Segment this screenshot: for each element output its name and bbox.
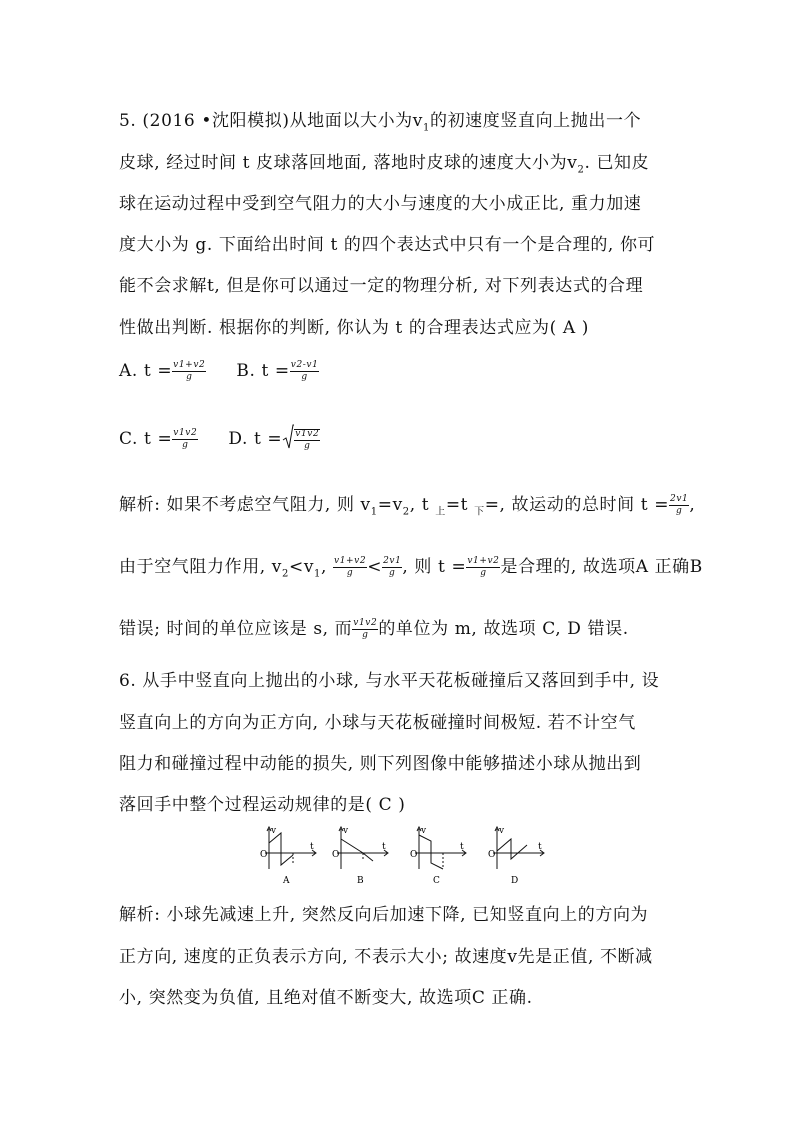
svg-text:t: t — [460, 842, 464, 852]
q6-line-3: 阻力和碰撞过程中动能的损失, 则下列图像中能够描述小球从抛出到 — [119, 754, 642, 774]
q5-line-6: 性做出判断. 根据你的判断, 你认为 t 的合理表达式应为( A ) — [119, 318, 590, 338]
q5-options-cd — [119, 424, 320, 455]
q5-line-2: 皮球, 经过时间 t 皮球落回地面, 落地时皮球的速度大小为$v_2$. 已知皮 — [119, 153, 650, 176]
svg-text:t: t — [538, 842, 542, 852]
svg-text:v: v — [499, 826, 505, 836]
vt-graphs-svg — [255, 825, 555, 895]
svg-text:C: C — [433, 876, 440, 886]
option-c-label: C. t = — [119, 429, 173, 449]
q6-line-4: 落回手中整个过程运动规律的是( C ) — [119, 795, 406, 815]
q6-line-1: 6. 从手中竖直向上抛出的小球, 与水平天花板碰撞后又落回到手中, 设 — [119, 671, 660, 691]
q6-line-2: 竖直向上的方向为正方向, 小球与天花板碰撞时间极短. 若不计空气 — [119, 713, 636, 733]
option-d-fraction: $\frac{v1v2}{g}$ — [295, 428, 320, 451]
q6-analysis-line-3: 小, 突然变为负值, 且绝对值不断变大, 故选项C 正确. — [119, 988, 533, 1008]
svg-text:O: O — [488, 850, 496, 860]
option-d-label: D. t = — [228, 429, 283, 449]
vt-graphs — [255, 825, 555, 895]
option-a-fraction: $\frac{v1+v2}{g}$ — [173, 360, 206, 382]
svg-text:t: t — [382, 842, 386, 852]
sqrt-icon — [282, 424, 294, 455]
graph-c — [410, 826, 466, 886]
svg-text:O: O — [410, 850, 418, 860]
q6-analysis-line-1: 解析: 小球先减速上升, 突然反向后加速下降, 已知竖直向上的方向为 — [119, 905, 649, 925]
svg-text:v: v — [421, 826, 427, 836]
q5-options-ab — [119, 361, 319, 382]
svg-text:O: O — [332, 850, 340, 860]
graph-d — [488, 826, 544, 886]
q5-line-5: 能不会求解t, 但是你可以通过一定的物理分析, 对下列表达式的合理 — [119, 276, 644, 296]
q5-line-3: 球在运动过程中受到空气阻力的大小与速度的大小成正比, 重力加速 — [119, 194, 642, 214]
q5-analysis-line-1: 解析: 如果不考虑空气阻力, 则 $v_1=v_2$, t $_上$=t $_下$=, 故运动的总时间 t = $\frac{2v1}{g}$ , — [119, 494, 696, 518]
svg-text:v: v — [271, 826, 277, 836]
option-c-fraction: $\frac{v1v2}{g}$ — [173, 428, 198, 450]
svg-text:O: O — [260, 850, 268, 860]
graph-b — [332, 826, 388, 886]
option-b-label: B. t = — [236, 361, 290, 381]
svg-text:D: D — [511, 876, 519, 886]
q6-analysis-line-2: 正方向, 速度的正负表示方向, 不表示大小; 故速度v先是正值, 不断减 — [119, 947, 653, 967]
svg-text:B: B — [357, 876, 364, 886]
q5-line-4: 度大小为 g. 下面给出时间 t 的四个表达式中只有一个是合理的, 你可 — [119, 235, 656, 255]
svg-text:t: t — [310, 842, 314, 852]
q5-line-1: 5. (2016 •沈阳模拟)从地面以大小为$v_1$的初速度竖直向上抛出一个 — [119, 111, 642, 134]
option-b-fraction: $\frac{v2-v1}{g}$ — [290, 360, 319, 382]
q5-analysis-line-2: 由于空气阻力作用, $v_2<v_1$, $\frac{v1+v2}{g}$ < $\frac{2v1}{g}$ , 则 t = $\frac{v1+v2}{g}$ 是合理的, 故选项A 正确B — [119, 556, 703, 580]
svg-text:A: A — [283, 876, 290, 886]
graph-a — [260, 826, 316, 886]
q5-analysis-line-3: 错误; 时间的单位应该是 s, 而 $\frac{v1v2}{g}$ 的单位为 m, 故选项 C, D 错误. — [119, 618, 629, 640]
option-a-label: A. t = — [119, 361, 173, 381]
svg-text:v: v — [343, 826, 349, 836]
